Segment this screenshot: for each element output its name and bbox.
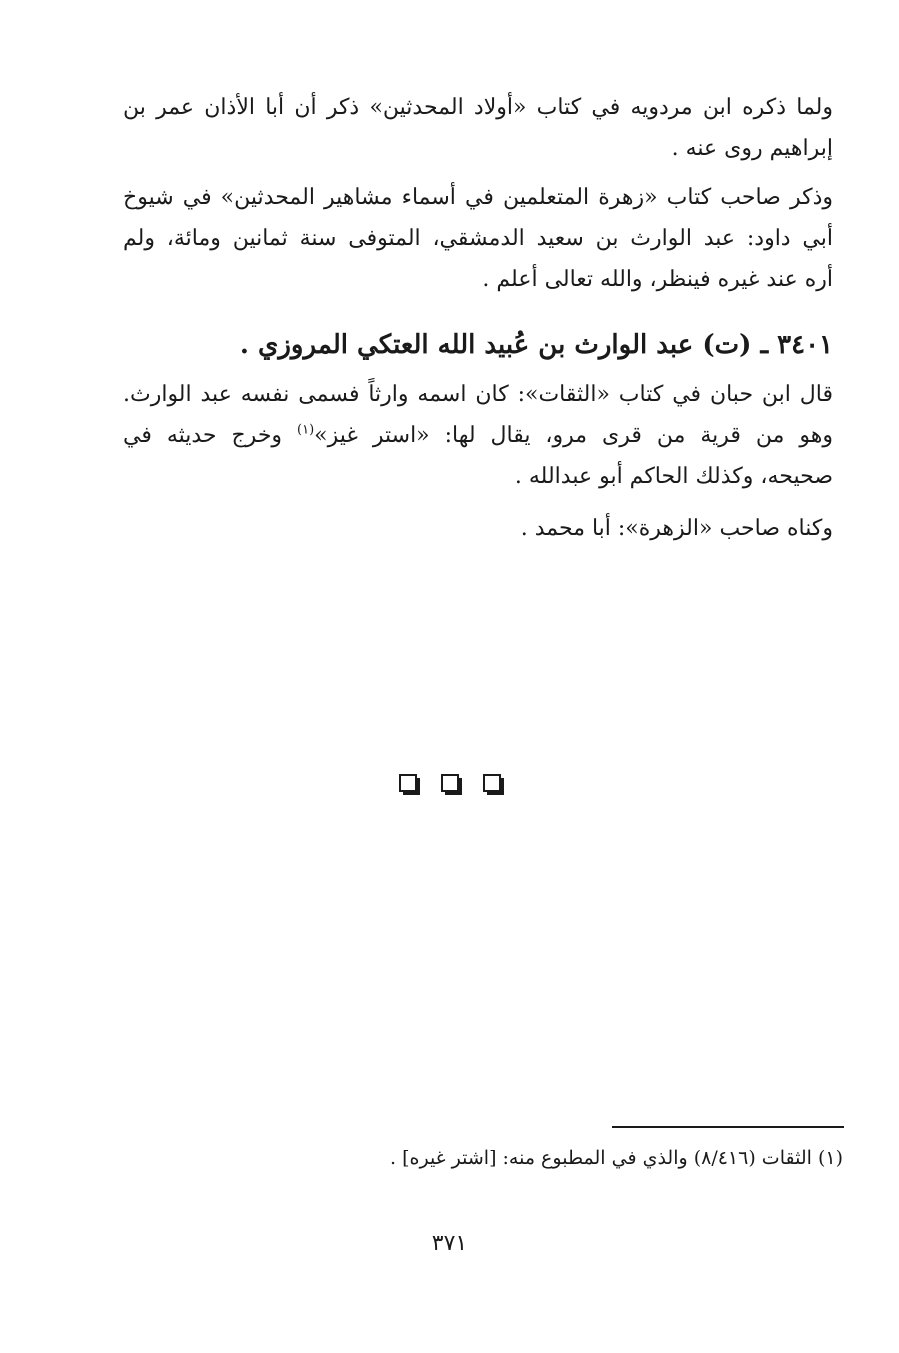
text-line: إبراهيم روى عنه . — [671, 136, 833, 161]
footnote-reference: (١) — [297, 422, 315, 438]
footnote: (١) الثقات (٨/٤١٦) والذي في المطبوع منه: [اشتر غيره] . — [390, 1147, 843, 1169]
entry-heading: ٣٤٠١ ـ (ت) عبد الوارث بن عُبيد الله العتكي المروزي . — [239, 330, 833, 360]
text-line: وذكر صاحب كتاب «زهرة المتعلمين في أسماء مشاهير المحدثين» في شيوخ — [123, 185, 833, 210]
boxed-square-ornament-icon — [439, 774, 461, 794]
text-line: ولما ذكره ابن مردويه في كتاب «أولاد المحدثين» ذكر أن أبا الأذان عمر بن — [123, 95, 833, 120]
page-number: ٣٧١ — [431, 1231, 468, 1256]
text-segment: وهو من قرية من قرى مرو، يقال لها: «استر غيز» — [314, 423, 833, 448]
text-segment: وخرج حديثه في — [123, 423, 298, 448]
footnote-separator — [612, 1126, 844, 1128]
paragraph-zahrat-al-mutaallimin — [123, 177, 833, 300]
text-line — [123, 415, 833, 456]
text-line: أبي داود: عبد الوارث بن سعيد الدمشقي، المتوفى سنة ثمانين ومائة، ولم — [123, 226, 833, 251]
text-line: قال ابن حبان في كتاب «الثقات»: كان اسمه وارثاً فسمى نفسه عبد الوارث. — [123, 382, 833, 407]
paragraph-kunya — [123, 508, 833, 549]
text-line: وكناه صاحب «الزهرة»: أبا محمد . — [520, 516, 833, 541]
text-line: صحيحه، وكذلك الحاكم أبو عبدالله . — [514, 464, 833, 489]
text-line: أره عند غيره فينظر، والله تعالى أعلم . — [482, 267, 833, 292]
boxed-square-ornament-icon — [481, 774, 503, 794]
paragraph-ibn-marduyah — [123, 87, 833, 169]
section-divider — [0, 774, 899, 796]
paragraph-ibn-hibban — [123, 374, 833, 497]
boxed-square-ornament-icon — [397, 774, 419, 794]
